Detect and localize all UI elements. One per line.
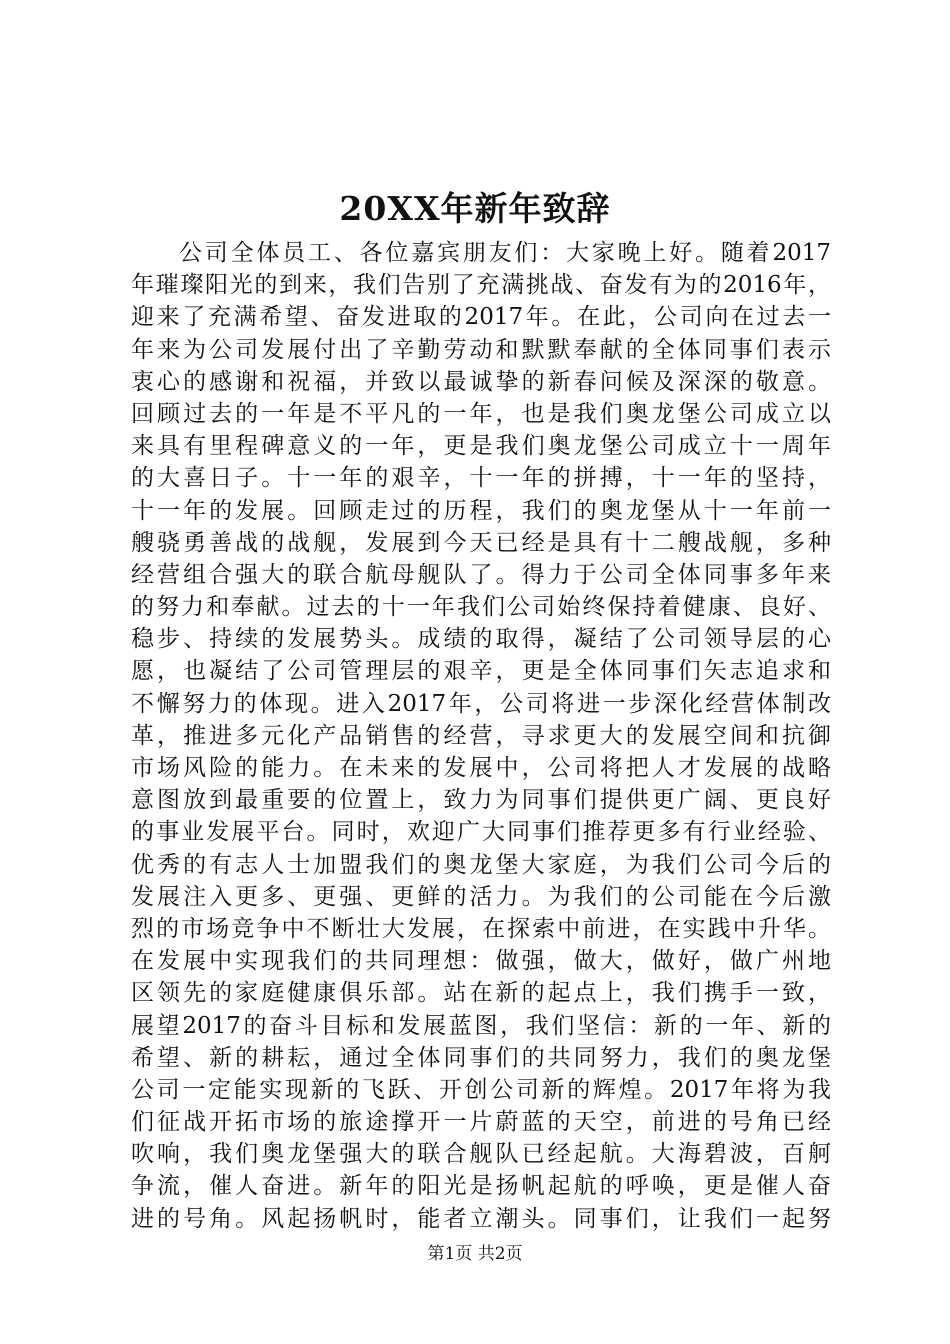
body-line: 们征战开拓市场的旅途撑开一片蔚蓝的天空，前进的号角已经 [131,1109,831,1136]
body-line: 的努力和奉献。过去的十一年我们公司始终保持着健康、良好、 [131,594,831,621]
body-line: 艘骁勇善战的战舰，发展到今天已经是具有十二艘战舰，多种 [131,529,831,556]
body-line: 革，推进多元化产品销售的经营，寻求更大的发展空间和抗御 [131,722,831,749]
body-line: 经营组合强大的联合航母舰队了。得力于公司全体同事多年来 [131,561,831,588]
body-line: 争流，催人奋进。新年的阳光是扬帆起航的呼唤，更是催人奋 [131,1173,831,1200]
body-line: 意图放到最重要的位置上，致力为同事们提供更广阔、更良好 [131,787,831,814]
body-line: 优秀的有志人士加盟我们的奥龙堡大家庭，为我们公司今后的 [131,851,831,878]
document-body [131,237,831,1235]
page-number-footer: 第1页 共2页 [427,1244,523,1264]
body-line: 发展注入更多、更强、更鲜的活力。为我们的公司能在今后激 [131,883,831,910]
body-line: 衷心的感谢和祝福，并致以最诚挚的新春问候及深深的敬意。 [131,368,831,395]
body-line: 展望2017的奋斗目标和发展蓝图，我们坚信：新的一年、新的 [131,1012,831,1039]
body-line: 的事业发展平台。同时，欢迎广大同事们推荐更多有行业经验、 [131,819,831,846]
body-line: 在发展中实现我们的共同理想：做强，做大，做好，做广州地 [131,948,831,975]
body-line: 市场风险的能力。在未来的发展中，公司将把人才发展的战略 [131,755,831,781]
body-line: 不懈努力的体现。进入2017年，公司将进一步深化经营体制改 [131,690,831,717]
body-line: 区领先的家庭健康俱乐部。站在新的起点上，我们携手一致， [131,980,831,1007]
body-line: 希望、新的耕耘，通过全体同事们的共同努力，我们的奥龙堡 [131,1044,831,1071]
body-line: 回顾过去的一年是不平凡的一年，也是我们奥龙堡公司成立以 [131,400,831,427]
body-line: 愿，也凝结了公司管理层的艰辛，更是全体同事们矢志追求和 [131,658,831,685]
body-line: 十一年的发展。回顾走过的历程，我们的奥龙堡从十一年前一 [131,497,831,524]
body-line: 公司一定能实现新的飞跃、开创公司新的辉煌。2017年将为我 [131,1076,831,1103]
body-line: 稳步、持续的发展势头。成绩的取得，凝结了公司领导层的心 [131,626,831,653]
body-line: 烈的市场竞争中不断壮大发展，在探索中前进，在实践中升华。 [131,915,831,942]
document-title: 20XX年新年致辞 [339,189,611,228]
body-line: 年璀璨阳光的到来，我们告别了充满挑战、奋发有为的2016年， [131,272,831,299]
body-line: 公司全体员工、各位嘉宾朋友们：大家晚上好。随着2017 [179,240,831,266]
body-line: 进的号角。风起扬帆时，能者立潮头。同事们，让我们一起努 [131,1205,831,1232]
body-line: 的大喜日子。十一年的艰辛，十一年的拼搏，十一年的坚持， [131,465,831,492]
body-line: 迎来了充满希望、奋发进取的2017年。在此，公司向在过去一 [131,304,831,331]
body-line: 年来为公司发展付出了辛勤劳动和默默奉献的全体同事们表示 [131,336,831,363]
body-line: 来具有里程碑意义的一年，更是我们奥龙堡公司成立十一周年 [131,433,831,460]
body-line: 吹响，我们奥龙堡强大的联合舰队已经起航。大海碧波，百舸 [131,1141,831,1168]
